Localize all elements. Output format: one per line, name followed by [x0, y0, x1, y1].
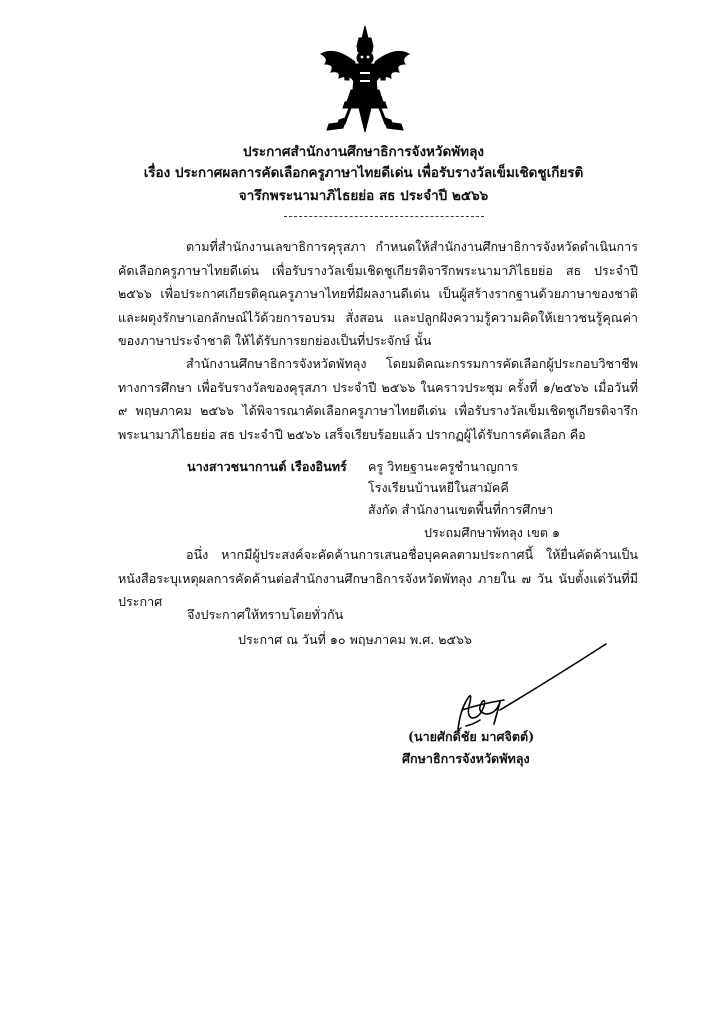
paragraph-2: สำนักงานศึกษาธิการจังหวัดพัทลุง โดยมติคณะกรรมการคัดเลือกผู้ประกอบวิชาชีพทางการศึกษา เพื่อรับรางวัลของคุรุสภา ประจำปี ๒๕๖๖ ในคราวประชุม ครั้งที่ ๑/๒๕๖๖ เมื่อวันที่ ๙ พฤษภาคม ๒๕๖๖ ได้พิจารณาคัดเลือกครูภาษาไทยดีเด่น เพื่อรับรางวัลเข็มเชิดชูเกียรติจารึกพระนามาภิไธยย่อ สธ ประจำปี ๒๕๖๖ เสร็จเรียบร้อยแล้ว ปรากฏผู้ได้รับการคัดเลือก คือ — [118, 356, 638, 442]
awardee-name: นางสาวชนากานต์ เรืองอินทร์ — [187, 459, 347, 474]
handwritten-signature — [400, 640, 620, 740]
paragraph-3: อนึ่ง หากมีผู้ประสงค์จะคัดค้านการเสนอชื่อบุคคลตามประกาศนี้ ให้ยื่นคัดค้านเป็นหนังสือระบุเหตุผลการคัดค้านต่อสำนักงานศึกษาธิการจังหวัดพัทลุง ภายใน ๗ วัน นับตั้งแต่วันที่มีประกาศ — [118, 547, 638, 609]
separator-line — [284, 216, 484, 217]
signer-title: ศึกษาธิการจังหวัดพัทลุง — [402, 751, 530, 766]
awardee-affiliation: สังกัด สำนักงานเขตพื้นที่การศึกษา — [368, 502, 554, 517]
signer-name: (นายศักดิ์ชัย มาศจิตต์) — [408, 729, 535, 744]
announcement-title: ประกาศสำนักงานศึกษาธิการจังหวัดพัทลุง — [243, 144, 484, 160]
announcement-date: ประกาศ ณ วันที่ ๑๐ พฤษภาคม พ.ศ. ๒๕๖๖ — [238, 632, 473, 647]
closing-line: จึงประกาศให้ทราบโดยทั่วกัน — [187, 607, 344, 622]
announcement-subject: เรื่อง ประกาศผลการคัดเลือกครูภาษาไทยดีเด่น เพื่อรับรางวัลเข็มเชิดชูเกียรติ — [143, 165, 584, 181]
awardee-position: ครู วิทยฐานะครูชำนาญการ — [368, 459, 519, 474]
awardee-district: ประถมศึกษาพัทลุง เขต ๑ — [424, 525, 561, 540]
paragraph-1: ตามที่สำนักงานเลขาธิการคุรุสภา กำหนดให้สำนักงานศึกษาธิการจังหวัดดำเนินการคัดเลือกครูภาษาไทยดีเด่น เพื่อรับรางวัลเข็มเชิดชูเกียรติจารึกพระนามาภิไธยย่อ สธ ประจำปี ๒๕๖๖ เพื่อประกาศเกียรติคุณครูภาษาไทยที่มีผลงานดีเด่น เป็นผู้สร้างรากฐานด้วยภาษาของชาติ และผดุงรักษาเอกลักษณ์ไว้ด้วยการอบรม สั่งสอน และปลูกฝังความรู้ความคิดให้เยาวชนรู้คุณค่าของภาษาประจำชาติ ให้ได้รับการยกย่องเป็นที่ประจักษ์ นั้น — [118, 239, 638, 348]
garuda-emblem — [315, 24, 415, 134]
awardee-school: โรงเรียนบ้านหยีในสามัคคี — [368, 480, 509, 495]
announcement-subject-cont: จารึกพระนามาภิไธยย่อ สธ ประจำปี ๒๕๖๖ — [238, 188, 489, 204]
